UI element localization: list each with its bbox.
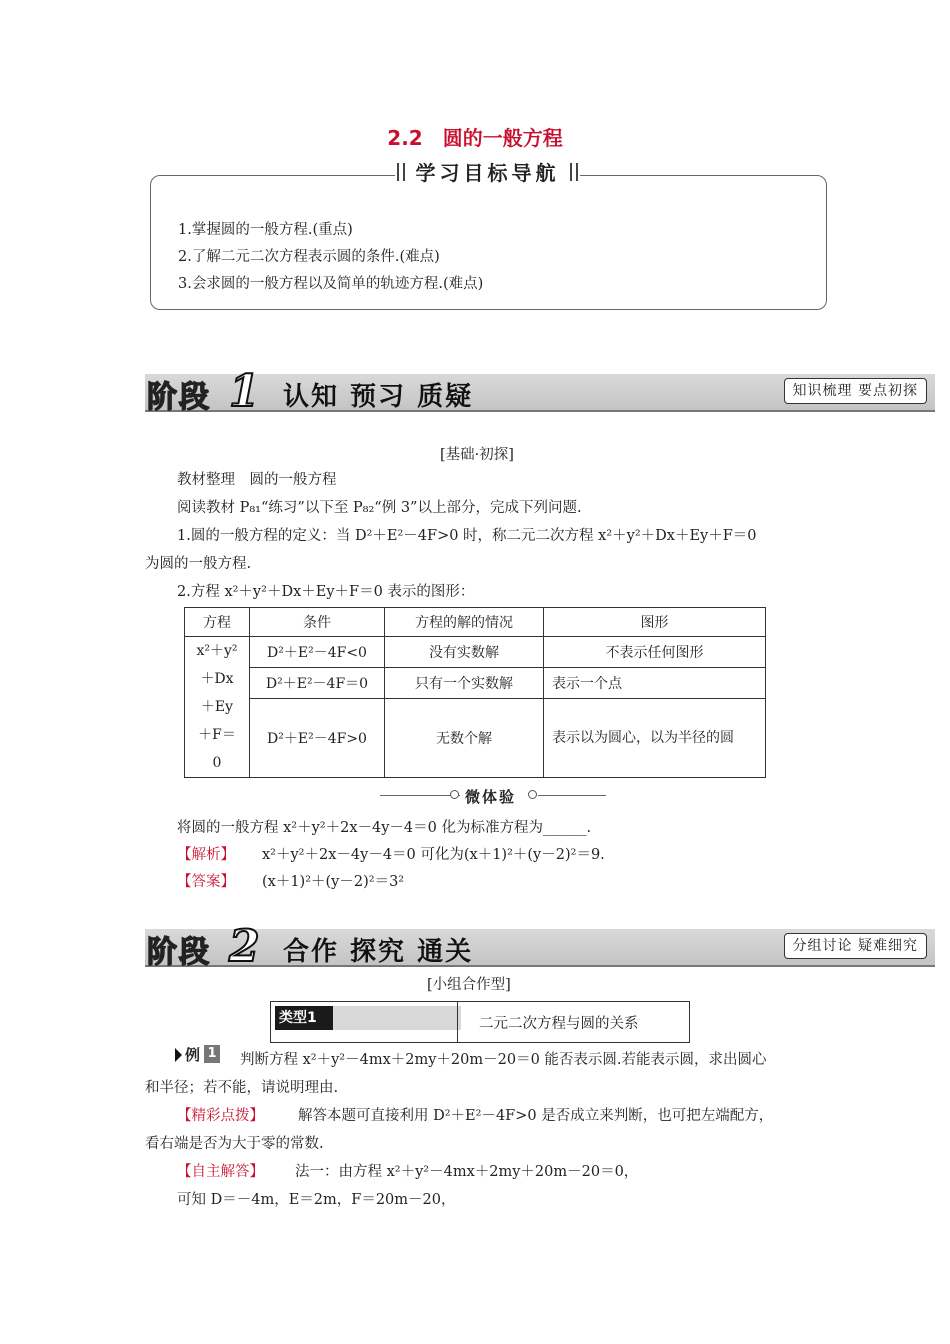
objective-item: 3.会求圆的一般方程以及简单的轨迹方程.(难点)	[178, 276, 484, 292]
stage1-banner	[145, 366, 935, 417]
stage-number: 1	[229, 366, 260, 417]
paragraph: 教材整理 圆的一般方程	[177, 472, 337, 488]
table-cell: D²＋E²－4F<0	[250, 637, 385, 668]
paragraph: 2.方程 x²＋y²＋Dx＋Ey＋F＝0 表示的图形：	[177, 584, 475, 600]
circle-condition-table	[184, 607, 766, 778]
subsection-label: [基础·初探]	[440, 447, 514, 463]
divider-dot	[450, 790, 459, 799]
table-cell: 不表示任何图形	[544, 637, 766, 668]
stage-title: 认知 预习 质疑	[283, 382, 474, 412]
stage-word: 阶段	[147, 935, 211, 970]
example-word: 例	[185, 1046, 201, 1064]
equation-line: x²＋y²	[196, 643, 238, 659]
stage2-banner	[145, 921, 935, 972]
type-separator	[457, 1002, 458, 1042]
objectives-heading: 学习目标导航	[395, 157, 580, 189]
divider-dot	[528, 790, 537, 799]
equation-line: ＋Dx	[200, 671, 234, 687]
solution-text: 法一：由方程 x²＋y²－4mx＋2my＋20m－20＝0，	[295, 1164, 639, 1180]
stage-tag: 知识梳理 要点初探	[784, 378, 927, 404]
answer-tag: 【答案】	[177, 874, 235, 890]
micro-experience-divider	[150, 786, 630, 806]
paragraph: 为圆的一般方程.	[145, 556, 252, 572]
table-cell: 只有一个实数解	[385, 668, 544, 699]
table-header: 方程	[185, 608, 250, 637]
paragraph: 阅读教材 P₈₁“练习”以下至 P₈₂“例 3”以上部分，完成下列问题.	[177, 500, 582, 516]
type-box	[270, 1001, 690, 1043]
table-cell: 无数个解	[385, 699, 544, 778]
stage-title: 合作 探究 通关	[283, 937, 474, 967]
solution-text: 可知 D＝－4m，E＝2m，F＝20m－20，	[177, 1192, 456, 1208]
objective-item: 1.掌握圆的一般方程.(重点)	[178, 222, 353, 238]
example-marker	[175, 1045, 225, 1065]
analysis-tag: 【解析】	[177, 847, 235, 863]
example-text: 和半径；若不能，请说明理由.	[145, 1080, 339, 1096]
subsection-label: [小组合作型]	[427, 977, 511, 993]
stage-word: 阶段	[147, 380, 211, 415]
table-header: 条件	[250, 608, 385, 637]
table-cell: D²＋E²－4F＝0	[250, 668, 385, 699]
table-cell: 表示以为圆心，以为半径的圆	[544, 699, 766, 778]
table-cell: D²＋E²－4F>0	[250, 699, 385, 778]
objective-item: 2.了解二元二次方程表示圆的条件.(难点)	[178, 249, 440, 265]
table-header: 图形	[544, 608, 766, 637]
table-cell: 表示一个点	[544, 668, 766, 699]
equation-line: ＋Ey	[200, 699, 234, 715]
answer-text: (x＋1)²＋(y－2)²＝3²	[262, 874, 405, 890]
example-number: 1	[204, 1045, 220, 1063]
type-label-bar	[333, 1006, 461, 1030]
table-header: 方程的解的情况	[385, 608, 544, 637]
tip-text: 看右端是否为大于零的常数.	[145, 1136, 324, 1152]
tip-tag: 【精彩点拨】	[177, 1108, 264, 1124]
tip-text: 解答本题可直接利用 D²＋E²－4F>0 是否成立来判断，也可把左端配方，	[298, 1108, 774, 1124]
analysis-text: x²＋y²＋2x－4y－4＝0 可化为(x＋1)²＋(y－2)²＝9.	[262, 847, 605, 863]
stage-tag: 分组讨论 疑难细究	[784, 933, 927, 959]
objectives-box	[150, 161, 827, 310]
triangle-icon	[175, 1048, 182, 1062]
equation-line: 0	[212, 755, 222, 771]
example-text: 判断方程 x²＋y²－4mx＋2my＋20m－20＝0 能否表示圆.若能表示圆，求出圆心	[240, 1052, 767, 1068]
question: 将圆的一般方程 x²＋y²＋2x－4y－4＝0 化为标准方程为______.	[177, 820, 592, 836]
table-cell: 没有实数解	[385, 637, 544, 668]
section-title: 2.2 圆的一般方程	[387, 126, 563, 150]
equation-cell	[185, 637, 250, 778]
paragraph: 1.圆的一般方程的定义：当 D²＋E²－4F>0 时，称二元二次方程 x²＋y²＋Dx＋Ey＋F＝0	[177, 528, 757, 544]
equation-line: ＋F＝	[198, 727, 236, 743]
micro-title: 微体验	[465, 788, 517, 806]
type-label: 类型1	[275, 1006, 333, 1030]
solution-tag: 【自主解答】	[177, 1164, 264, 1180]
divider-line	[380, 795, 460, 796]
stage-number: 2	[229, 921, 260, 972]
type-title: 二元二次方程与圆的关系	[479, 1016, 639, 1032]
divider-line	[538, 795, 606, 796]
